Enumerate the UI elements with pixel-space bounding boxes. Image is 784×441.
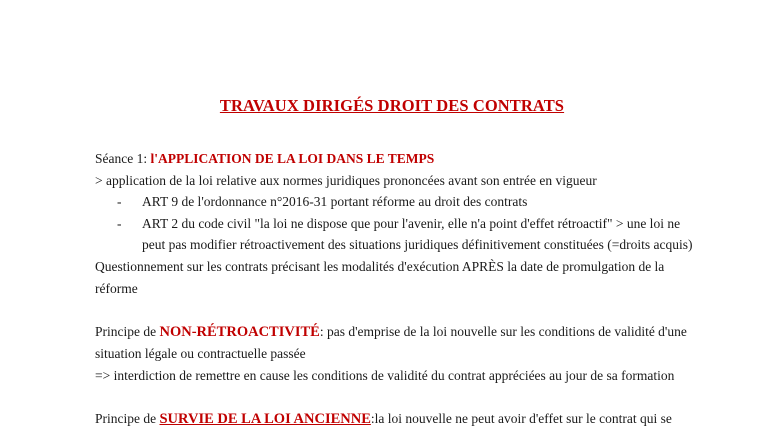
seance-line	[95, 148, 695, 170]
principle-non-retroactivite	[95, 321, 695, 344]
paragraph-gap	[95, 387, 695, 409]
principle-term: NON-RÉTROACTIVITÉ	[159, 323, 320, 340]
principle-term: SURVIE DE LA LOI ANCIENNE	[159, 411, 371, 428]
principle-prefix: Principe de	[95, 323, 160, 339]
principle-prefix: Principe de	[95, 411, 160, 427]
document-title: TRAVAUX DIRIGÉS DROIT DES CONTRATS	[219, 96, 565, 115]
principle-survie-loi-ancienne	[95, 408, 695, 431]
bullet-dash: -	[117, 215, 122, 231]
bullet-dash: -	[117, 194, 122, 210]
paragraph-gap	[95, 299, 695, 321]
seance-heading: l'APPLICATION DE LA LOI DANS LE TEMPS	[150, 151, 435, 166]
seance-prefix: Séance 1:	[95, 151, 151, 166]
question-line: Questionnement sur les contrats précisant les modalités d'exécution APRÈS la date de promulgation de la	[95, 258, 665, 274]
bullet-text: ART 9 de l'ordonnance n°2016-31 portant réforme au droit des contrats	[142, 194, 528, 210]
principle-text: : pas d'emprise de la loi nouvelle sur les conditions de validité d'une	[319, 323, 687, 339]
principle-consequence: => interdiction de remettre en cause les conditions de validité du contrat appréciées au jour de sa formation	[95, 367, 675, 383]
principle-text-continued: situation légale ou contractuelle passée	[95, 346, 306, 362]
question-line-continued: réforme	[95, 280, 138, 296]
intro-line: > application de la loi relative aux normes juridiques prononcées avant son entrée en vigueur	[95, 172, 597, 188]
principle-text: :la loi nouvelle ne peut avoir d'effet sur le contrat qui se	[370, 411, 672, 427]
document-body	[95, 148, 695, 431]
bullet-text: ART 2 du code civil "la loi ne dispose que pour l'avenir, elle n'a point d'effet rétroactif" > une loi ne peut pas modifier rétroactivement des situations juridiques définitivement constituées (=droits acquis)	[142, 215, 693, 253]
bullet-item	[95, 213, 695, 256]
bullet-item	[95, 191, 695, 213]
